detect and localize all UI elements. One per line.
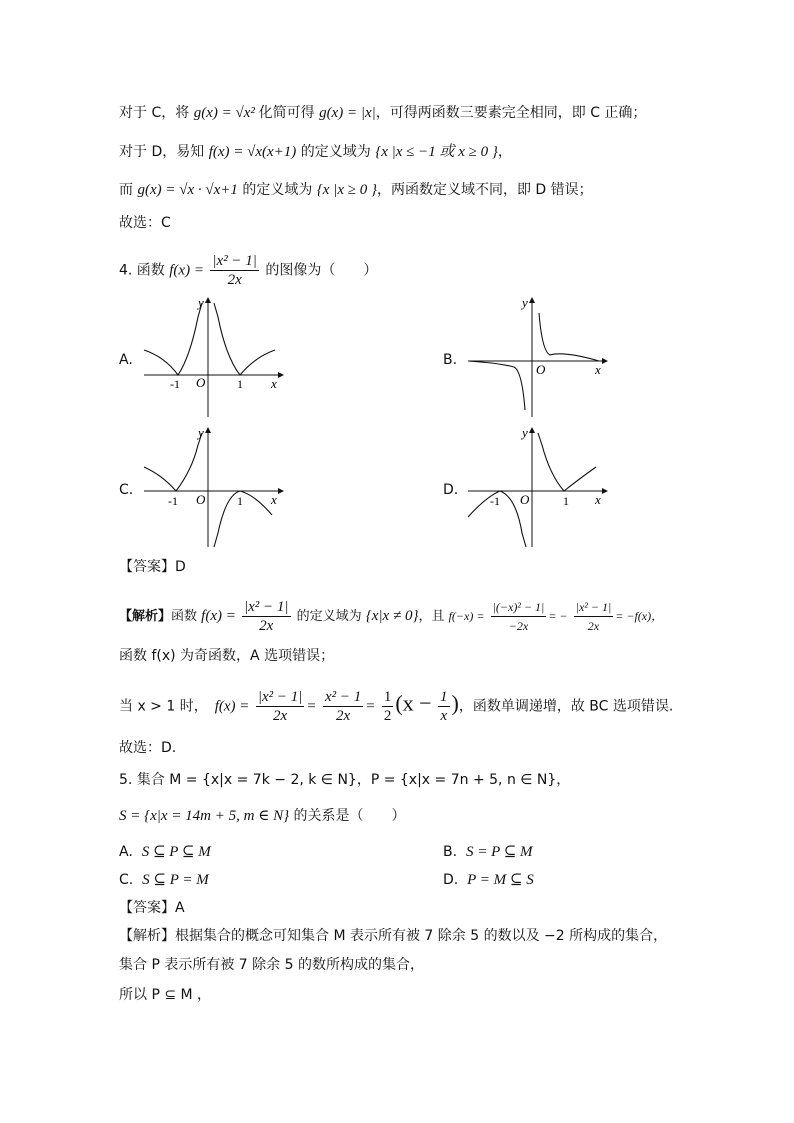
math-expr: =	[306, 698, 317, 715]
fraction	[574, 598, 614, 635]
graph-b-label: B.	[443, 352, 458, 368]
option-text: S ⊆ P = M	[142, 872, 209, 888]
x-arrow-icon	[602, 488, 608, 494]
x-arrow-icon	[278, 372, 284, 378]
q3-choice: 故选：C	[119, 215, 171, 231]
curve-left	[468, 361, 525, 410]
q4-answer: 【答案】D	[119, 559, 186, 575]
curve-right	[538, 433, 596, 491]
text: ，可得两函数三要素完全相同，即 C 正确；	[375, 105, 647, 121]
text: 当 x > 1 时，	[119, 698, 215, 715]
q5-analysis-2: 集合 P 表示所有被 7 除余 5 的数所构成的集合，	[119, 957, 424, 973]
q5-answer: 【答案】A	[119, 900, 185, 916]
numerator: |x² − 1|	[243, 599, 289, 615]
origin-label: O	[520, 492, 530, 507]
numerator: 1	[440, 689, 448, 705]
q5-stem-2	[119, 806, 406, 826]
text: ，两函数定义域不同，即 D 错误；	[376, 182, 593, 198]
q3-line-c	[119, 103, 646, 123]
x-axis-label: x	[595, 362, 601, 377]
fraction	[242, 598, 291, 635]
origin-label: O	[196, 375, 206, 390]
math-expr: g(x) = √x²	[193, 105, 259, 121]
graph-b	[464, 295, 614, 420]
y-axis-label: y	[522, 295, 528, 310]
fraction	[256, 688, 305, 725]
option-text: S ⊆ P ⊆ M	[141, 844, 211, 860]
q4-analysis-2: 函数 f(x) 为奇函数，A 选项错误；	[119, 648, 335, 664]
text: ，且	[418, 609, 449, 624]
fraction	[210, 252, 259, 289]
text: 的定义域为	[292, 609, 366, 624]
origin-label: O	[196, 492, 206, 507]
x-axis-label: x	[271, 376, 277, 391]
q5-option-a	[119, 842, 211, 861]
q4-choice: 故选：D.	[119, 740, 177, 756]
q5-analysis-3: 所以 P ⊆ M ，	[119, 987, 212, 1003]
denominator: 2x	[273, 708, 288, 724]
math-expr: {x|x ≠ 0}	[365, 608, 419, 624]
denominator: 2	[383, 708, 392, 724]
denominator: 2x	[336, 708, 351, 724]
tick-label: -1	[490, 494, 500, 508]
fraction	[438, 688, 450, 725]
origin-label: O	[536, 362, 546, 377]
text: 的关系是（ ）	[289, 808, 406, 824]
numerator: |x² − 1|	[574, 598, 614, 617]
text: 的定义域为	[296, 144, 376, 160]
text: 的图像为（ ）	[260, 262, 378, 279]
y-arrow-icon	[205, 427, 211, 433]
denominator: 2x	[227, 272, 242, 288]
y-axis-label: y	[522, 425, 528, 440]
option-text: P = M ⊆ S	[467, 872, 534, 888]
math-expr: g(x) = √x · √x+1	[137, 182, 238, 198]
denominator: 2x	[259, 618, 274, 634]
q5-option-d	[443, 870, 534, 889]
graph-a-label: A.	[119, 352, 133, 368]
option-label: A.	[119, 844, 133, 860]
q3-line-d	[119, 142, 512, 162]
tick-label: 1	[563, 494, 569, 508]
text: 对于 D，易知	[119, 144, 209, 160]
option-text: S = P ⊆ M	[465, 844, 533, 860]
graph-d-label: D.	[443, 482, 459, 498]
q5-option-c	[119, 870, 209, 889]
numerator: |x² − 1|	[212, 253, 257, 269]
math-expr: = −f(x)，	[615, 609, 664, 623]
x-axis-label: x	[271, 492, 277, 507]
analysis-tag: 【解析】	[119, 609, 172, 624]
denominator: x	[440, 708, 448, 724]
math-expr: = −	[548, 609, 568, 623]
numerator: |(−x)² − 1|	[491, 598, 547, 617]
fraction	[323, 688, 363, 725]
x-arrow-icon	[602, 358, 608, 364]
y-axis-label: y	[198, 425, 204, 440]
denominator: 2x	[587, 619, 600, 633]
numerator: |x² − 1|	[257, 689, 303, 705]
graph-c	[140, 425, 290, 550]
curve-right	[214, 491, 272, 547]
text: 对于 C，将	[119, 105, 194, 121]
x-arrow-icon	[278, 488, 284, 494]
text: 而	[119, 182, 138, 198]
option-label: D.	[443, 872, 459, 888]
graph-a	[140, 295, 290, 420]
graph-d	[464, 425, 614, 550]
tick-label: 1	[237, 494, 243, 508]
q5-stem-1: 5. 集合 M = {x|x = 7k − 2, k ∈ N}，P = {x|x = 7n + 5, n ∈ N}，	[119, 772, 571, 788]
y-arrow-icon	[529, 297, 535, 303]
tick-label: 1	[237, 377, 243, 391]
text: 函数	[171, 609, 202, 624]
option-label: B.	[443, 844, 458, 860]
math-expr: {x |x ≤ −1 或 x ≥ 0 }	[375, 144, 498, 160]
math-expr: {x |x ≥ 0 }	[316, 182, 377, 198]
graph-c-label: C.	[119, 482, 134, 498]
math-expr: )	[451, 690, 459, 716]
numerator: 1	[383, 689, 392, 705]
numerator: x² − 1	[324, 689, 362, 705]
q5-option-b	[443, 842, 533, 861]
text: 化简可得	[258, 105, 320, 121]
x-axis-label: x	[595, 492, 601, 507]
y-arrow-icon	[529, 427, 535, 433]
option-label: C.	[119, 872, 134, 888]
curve-right	[539, 313, 599, 361]
q3-line-e	[119, 180, 593, 200]
curve-left	[144, 433, 202, 491]
text: ，函数单调递增，故 BC 选项错误.	[458, 698, 674, 715]
text: 的定义域为	[237, 182, 317, 198]
denominator: −2x	[508, 619, 529, 633]
curve-left	[144, 303, 202, 375]
q4-analysis-1	[119, 598, 663, 635]
math-expr: f(x) =	[169, 262, 204, 279]
math-expr: S = {x|x = 14m + 5, m ∈ N}	[119, 808, 290, 824]
math-expr: f(x) =	[201, 608, 236, 624]
tick-label: -1	[168, 494, 178, 508]
fraction	[382, 688, 394, 725]
y-axis-label: y	[198, 295, 204, 310]
math-expr: g(x) = |x|	[319, 105, 376, 121]
math-expr: f(−x) =	[448, 609, 485, 623]
q4-analysis-3	[119, 688, 673, 725]
math-expr: f(x) =	[214, 698, 250, 715]
math-expr: (x −	[395, 690, 432, 716]
math-expr: f(x) = √x(x+1)	[208, 144, 297, 160]
y-arrow-icon	[205, 297, 211, 303]
text: 4. 函数	[119, 262, 170, 279]
q4-stem	[119, 252, 377, 289]
curve-right	[214, 303, 275, 375]
fraction	[491, 598, 547, 635]
text: ，	[497, 144, 512, 160]
q5-analysis-1: 【解析】根据集合的概念可知集合 M 表示所有被 7 除余 5 的数以及 −2 所构成的集合，	[119, 928, 668, 944]
math-expr: =	[365, 698, 376, 715]
tick-label: -1	[170, 377, 180, 391]
